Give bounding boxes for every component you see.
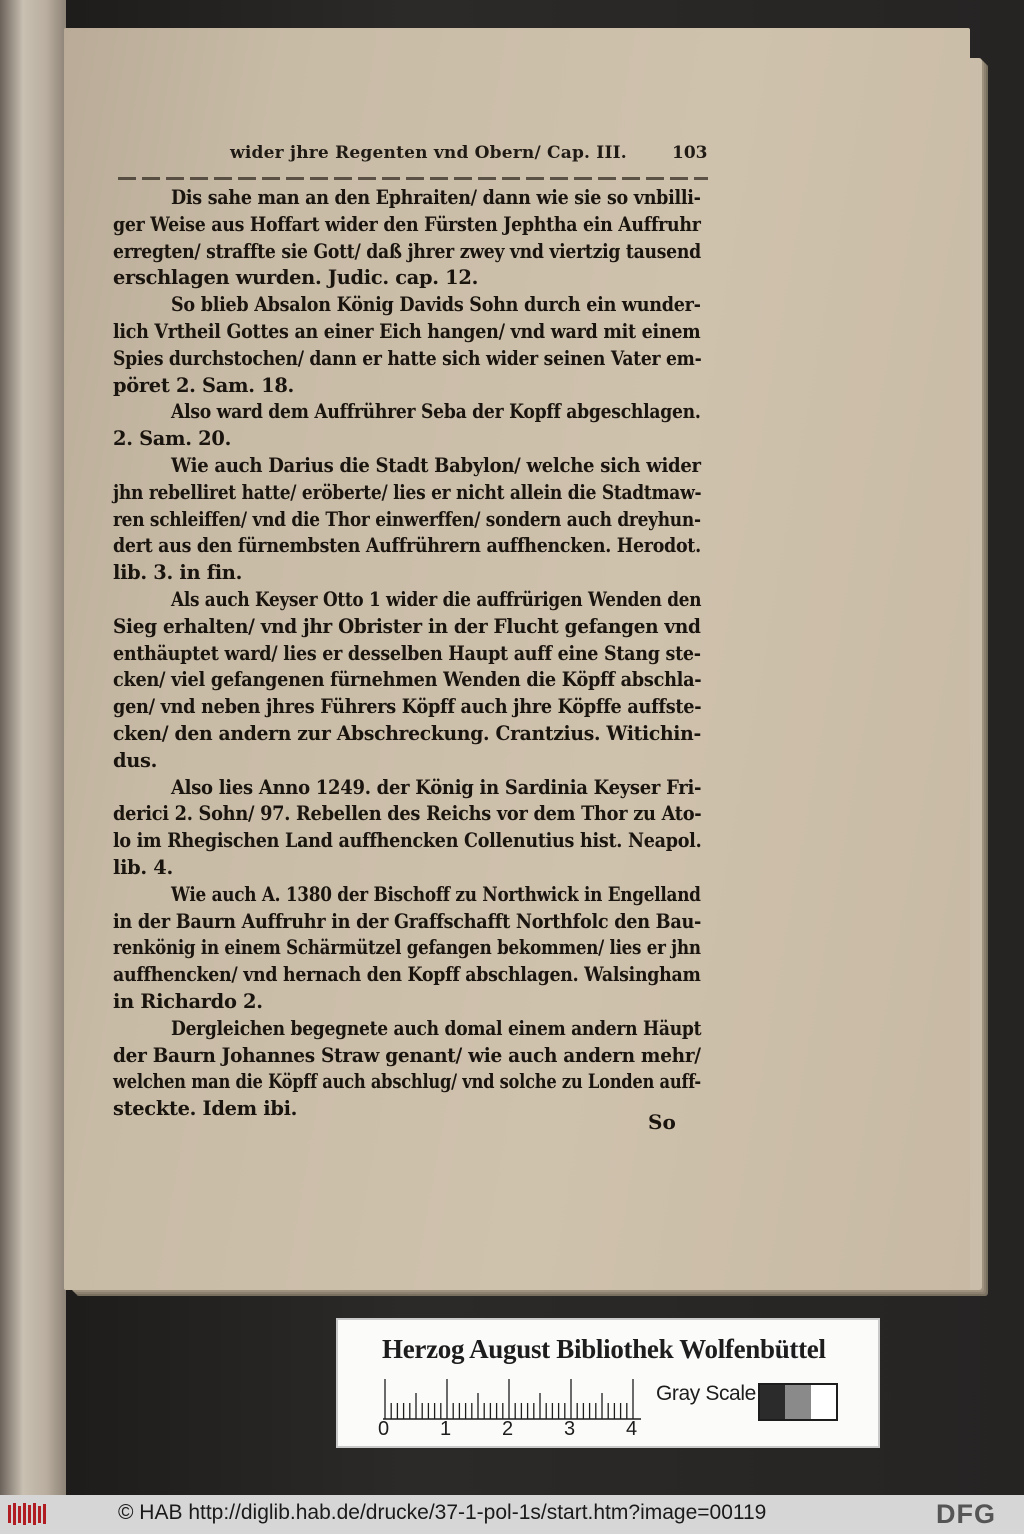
text-line: derici 2. Sohn/ 97. Rebellen des Reichs vor dem Thor zu Ato- — [113, 802, 702, 826]
text-line: ren schleiffen/ vnd die Thor einwerffen/ sondern auch dreyhun- — [113, 507, 701, 531]
ruler-numbers — [378, 1418, 648, 1442]
text-line: lib. 4. — [113, 856, 173, 879]
ruler-number: 0 — [378, 1418, 390, 1440]
text-line: So blieb Absalon König Davids Sohn durch ein wunder- — [171, 293, 701, 317]
ruler-number: 1 — [440, 1418, 452, 1440]
text-line: Also ward dem Auffrührer Seba der Kopff abgeschlagen. — [171, 400, 701, 424]
header-rule — [118, 177, 708, 180]
text-line: steckte. Idem ibi. — [113, 1097, 298, 1121]
text-line: dert aus den fürnembsten Auffrührern auffhencken. Herodot. — [113, 534, 701, 558]
text-line: dus. — [113, 748, 158, 772]
gray-scale-swatches — [758, 1383, 838, 1421]
viewer-footer — [0, 1495, 1024, 1534]
text-line: lich Vrtheil Gottes an einer Eich hangen/ vnd ward mit einem — [113, 320, 701, 343]
text-line: pöret 2. Sam. 18. — [113, 373, 294, 397]
text-line: in der Baurn Auffruhr in der Graffschafft Northfolc den Bau- — [113, 909, 702, 933]
text-line: jhn rebelliret hatte/ eröberte/ lies er nicht allein die Stadtmaw- — [113, 480, 702, 504]
text-line: Als auch Keyser Otto 1 wider die auffrürigen Wenden den — [171, 588, 702, 611]
text-line: in Richardo 2. — [113, 990, 263, 1013]
page-number: 103 — [672, 143, 708, 163]
text-line: Also lies Anno 1249. der König in Sardinia Keyser Fri- — [171, 775, 702, 799]
text-line: ger Weise aus Hoffart wider den Fürsten Jephtha ein Auffruhr — [113, 212, 701, 236]
text-line: Wie auch Darius die Stadt Babylon/ welche sich wider — [171, 454, 701, 477]
running-head: wider jhre Regenten vnd Obern/ Cap. III. — [230, 143, 627, 163]
text-line: gen/ vnd neben jhres Führers Köpff auch jhre Köpffe auffste- — [113, 695, 702, 719]
text-line: erregten/ straffte sie Gott/ daß jhrer zwey vnd viertzig tausend — [113, 239, 701, 263]
text-line: Dergleichen begegnete auch domal einem andern Häupt — [171, 1016, 702, 1040]
catchword: So — [648, 1110, 676, 1134]
text-line: welchen man die Köpff auch abschlug/ vnd solche zu Londen auff- — [113, 1070, 701, 1094]
text-line: der Baurn Johannes Straw genant/ wie auch andern mehr/ — [113, 1043, 701, 1067]
text-line: renkönig in einem Schärmützel gefangen bekommen/ lies er jhn — [113, 936, 701, 960]
text-line: Sieg erhalten/ vnd jhr Obrister in der Flucht gefangen vnd — [113, 614, 701, 638]
gray-swatch — [785, 1385, 810, 1419]
library-name: Herzog August Bibliothek Wolfenbüttel — [382, 1334, 826, 1364]
ruler-number: 2 — [502, 1418, 514, 1440]
text-line: Wie auch A. 1380 der Bischoff zu Northwick in Engelland — [171, 882, 701, 906]
text-line: auffhencken/ vnd hernach den Kopff abschlagen. Walsingham — [113, 963, 701, 987]
text-line: lib. 3. in fin. — [113, 561, 243, 585]
text-line: enthäuptet ward/ lies er desselben Haupt auff eine Stang ste- — [113, 641, 701, 665]
ruler-number: 4 — [626, 1418, 638, 1440]
gray-swatch — [760, 1385, 785, 1419]
text-line: cken/ viel gefangenen fürnehmen Wenden die Köpff abschla- — [113, 668, 702, 692]
left-page-edge — [0, 0, 66, 1500]
dfg-logo: DFG — [936, 1499, 996, 1529]
gray-swatch — [811, 1385, 836, 1419]
ruler-scale — [383, 1378, 641, 1420]
text-line: Dis sahe man an den Ephraiten/ dann wie sie so vnbilli- — [171, 186, 701, 209]
text-line: erschlagen wurden. Judic. cap. 12. — [113, 266, 479, 290]
ruler-number: 3 — [564, 1418, 576, 1440]
text-line: 2. Sam. 20. — [113, 427, 232, 451]
text-line: cken/ den andern zur Abschreckung. Crantzius. Witichin- — [113, 722, 701, 745]
text-line: lo im Rhegischen Land auffhencken Collenutius hist. Neapol. — [113, 829, 702, 853]
color-calibration-card — [336, 1318, 880, 1448]
hab-logo-icon — [6, 1501, 48, 1527]
text-line: Spies durchstochen/ dann er hatte sich wider seinen Vater em- — [113, 346, 702, 370]
copyright-link[interactable]: © HAB http://diglib.hab.de/drucke/37-1-pol-1s/start.htm?image=00119 — [118, 1501, 767, 1524]
gray-scale-label: Gray Scale — [656, 1382, 756, 1405]
